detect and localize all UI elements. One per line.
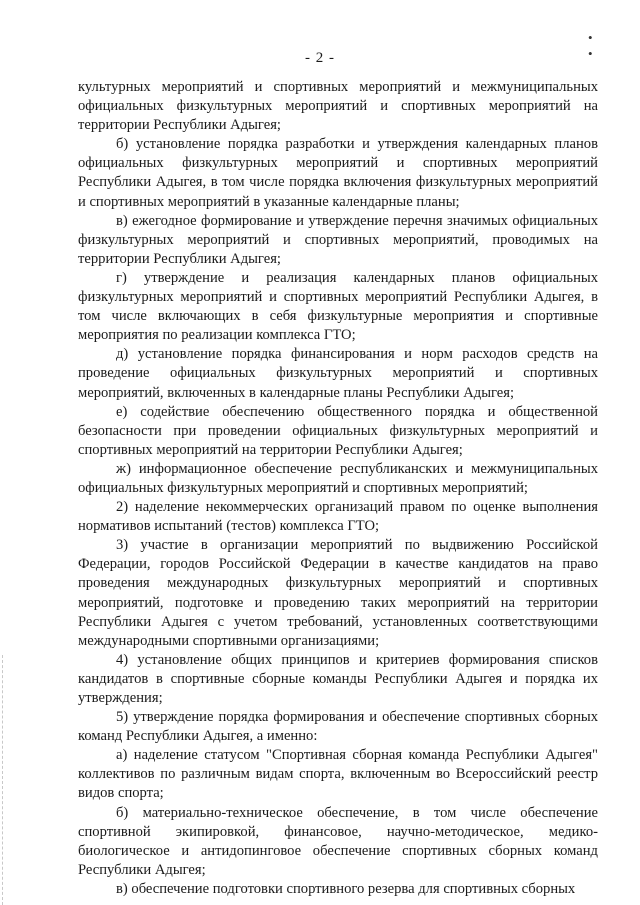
paragraph-8: 2) наделение некоммерческих организаций правом по оценке выполнения нормативов испытаний (тестов) комплекса ГТО;	[78, 499, 598, 535]
paragraph-11: 5) утверждение порядка формирования и обеспечение спортивных сборных команд Республики Адыгея, а именно:	[78, 709, 598, 745]
scan-edge-line	[2, 655, 3, 905]
page-number: - 2 -	[305, 50, 335, 66]
paragraph-10: 4) установление общих принципов и критериев формирования списков кандидатов в спортивные сборные команды Республики Адыгея и порядка их утверждения;	[78, 651, 598, 706]
paragraph-14: в) обеспечение подготовки спортивного резерва для спортивных сборных	[116, 880, 576, 897]
paragraph-4: г) утверждение и реализация календарных планов официальных физкультурных мероприятий и спортивных мероприятий Республики Адыгея, в том числе включающих в себя физкультурные мероприятия и спортивные мероприятия по реализации комплекса ГТО;	[78, 269, 598, 344]
document-body	[78, 78, 598, 899]
paragraph-7: ж) информационное обеспечение республиканских и межмуниципальных официальных физкультурных мероприятий и спортивных мероприятий;	[78, 460, 598, 496]
paragraph-12: а) наделение статусом "Спортивная сборная команда Республики Адыгея" коллективов по различным видам спорта, включенным во Всероссийский реестр видов спорта;	[78, 747, 598, 802]
paragraph-2: б) установление порядка разработки и утверждения календарных планов официальных физкультурных мероприятий и спортивных мероприятий Республики Адыгея, в том числе порядка включения физкультурных мероприятий и спортивных мероприятий в указанные календарные планы;	[78, 136, 598, 210]
paragraph-13: б) материально-техническое обеспечение, в том числе обеспечение спортивной экипировкой, финансовое, научно-методическое, медико-биологическое и антидопинговое обеспечение спортивных сборных команд Республики Адыгея;	[78, 804, 598, 878]
corner-marks: • •	[588, 30, 615, 61]
paragraph-9: 3) участие в организации мероприятий по выдвижению Российской Федерации, городов Российской Федерации в качестве кандидатов на право проведения международных физкультурных мероприятий и спортивных мероприятий, подготовке и проведению таких мероприятий на территории Республики Адыгея с учетом требований, установленных соответствующими международными спортивными организациями;	[78, 537, 598, 649]
paragraph-5: д) установление порядка финансирования и норм расходов средств на проведение официальных физкультурных мероприятий и спортивных мероприятий, включенных в календарные планы Республики Адыгея;	[78, 346, 598, 401]
paragraph-3: в) ежегодное формирование и утверждение перечня значимых официальных физкультурных мероприятий и спортивных мероприятий, проводимых на территории Республики Адыгея;	[78, 212, 598, 267]
paragraph-6: е) содействие обеспечению общественного порядка и общественной безопасности при проведении официальных физкультурных мероприятий и спортивных мероприятий на территории Республики Адыгея;	[78, 403, 598, 458]
paragraph-1: культурных мероприятий и спортивных мероприятий и межмуниципальных официальных физкультурных мероприятий и спортивных мероприятий на территории Республики Адыгея;	[78, 79, 598, 134]
